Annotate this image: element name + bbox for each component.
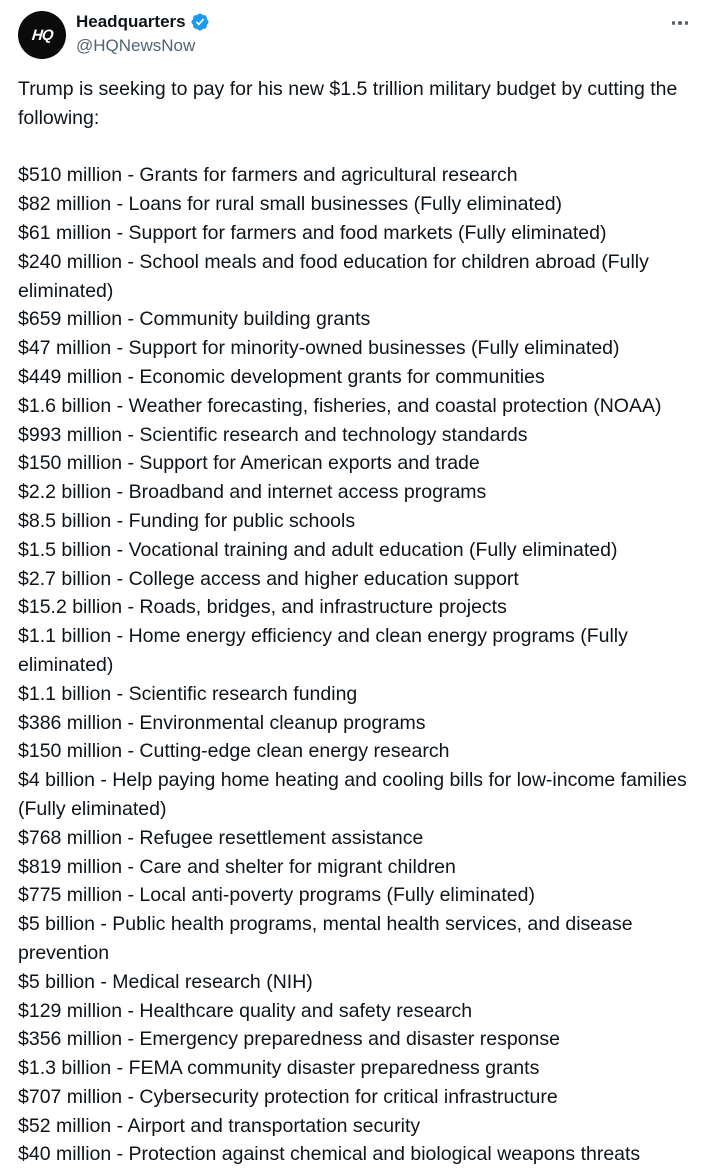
list-item: $5 billion - Medical research (NIH) (18, 970, 313, 993)
list-item: $768 million - Refugee resettlement assistance (18, 826, 424, 849)
list-item: $659 million - Community building grants (18, 308, 371, 331)
list-item: $40 million - Protection against chemical and biological weapons threats (18, 1143, 641, 1166)
list-item: $1.3 billion - FEMA community disaster preparedness grants (18, 1057, 540, 1080)
list-item: $1.6 billion - Weather forecasting, fisheries, and coastal protection (NOAA) (18, 394, 662, 417)
avatar-logo-text: HQ (30, 26, 54, 44)
list-item: $150 million - Cutting-edge clean energy research (18, 740, 450, 763)
display-name-row (76, 11, 210, 33)
list-item: $82 million - Loans for rural small businesses (Fully eliminated) (18, 193, 563, 216)
tweet-text (18, 75, 698, 1169)
verified-badge-icon (190, 12, 210, 32)
list-item: $356 million - Emergency preparedness and disaster response (18, 1028, 560, 1051)
budget-cut-list (18, 161, 698, 1169)
list-item: $775 million - Local anti-poverty programs (Fully eliminated) (18, 884, 535, 907)
list-item: $15.2 billion - Roads, bridges, and infrastructure projects (18, 596, 507, 619)
list-item: $150 million - Support for American exports and trade (18, 452, 480, 475)
list-item: $4 billion - Help paying home heating and cooling bills for low-income families (Fully eliminated) (18, 769, 687, 820)
list-item: $2.7 billion - College access and higher education support (18, 567, 519, 590)
list-item: $449 million - Economic development grants for communities (18, 365, 545, 388)
tweet-header (18, 11, 702, 59)
list-item: $1.1 billion - Scientific research funding (18, 682, 358, 705)
list-item: $240 million - School meals and food education for children abroad (Fully eliminated) (18, 250, 649, 302)
more-dot (685, 21, 689, 25)
more-options-icon[interactable] (666, 13, 694, 33)
avatar[interactable] (18, 11, 66, 59)
list-item: $2.2 billion - Broadband and internet access programs (18, 481, 487, 504)
list-item: $510 million - Grants for farmers and agricultural research (18, 164, 518, 187)
list-item: $61 million - Support for farmers and food markets (Fully eliminated) (18, 221, 607, 244)
list-item: $707 million - Cybersecurity protection for critical infrastructure (18, 1085, 558, 1108)
more-dot (672, 21, 676, 25)
list-item: $386 million - Environmental cleanup programs (18, 711, 426, 734)
author-display-name[interactable]: Headquarters (76, 12, 186, 31)
list-item: $52 million - Airport and transportation security (18, 1114, 421, 1137)
more-dot (678, 21, 682, 25)
list-item: $129 million - Healthcare quality and safety research (18, 999, 473, 1022)
list-item: $993 million - Scientific research and technology standards (18, 423, 528, 446)
author-handle[interactable]: @HQNewsNow (76, 36, 196, 55)
author-names (76, 11, 210, 56)
list-item: $5 billion - Public health programs, mental health services, and disease prevention (18, 913, 633, 964)
list-item: $1.5 billion - Vocational training and adult education (Fully eliminated) (18, 538, 618, 561)
list-item: $47 million - Support for minority-owned businesses (Fully eliminated) (18, 337, 620, 360)
list-item: $8.5 billion - Funding for public schools (18, 509, 356, 532)
list-item: $819 million - Care and shelter for migrant children (18, 855, 456, 878)
tweet-intro: Trump is seeking to pay for his new $1.5 trillion military budget by cutting the following: (18, 78, 678, 129)
list-item: $1.1 billion - Home energy efficiency and clean energy programs (Fully eliminated) (18, 625, 628, 676)
